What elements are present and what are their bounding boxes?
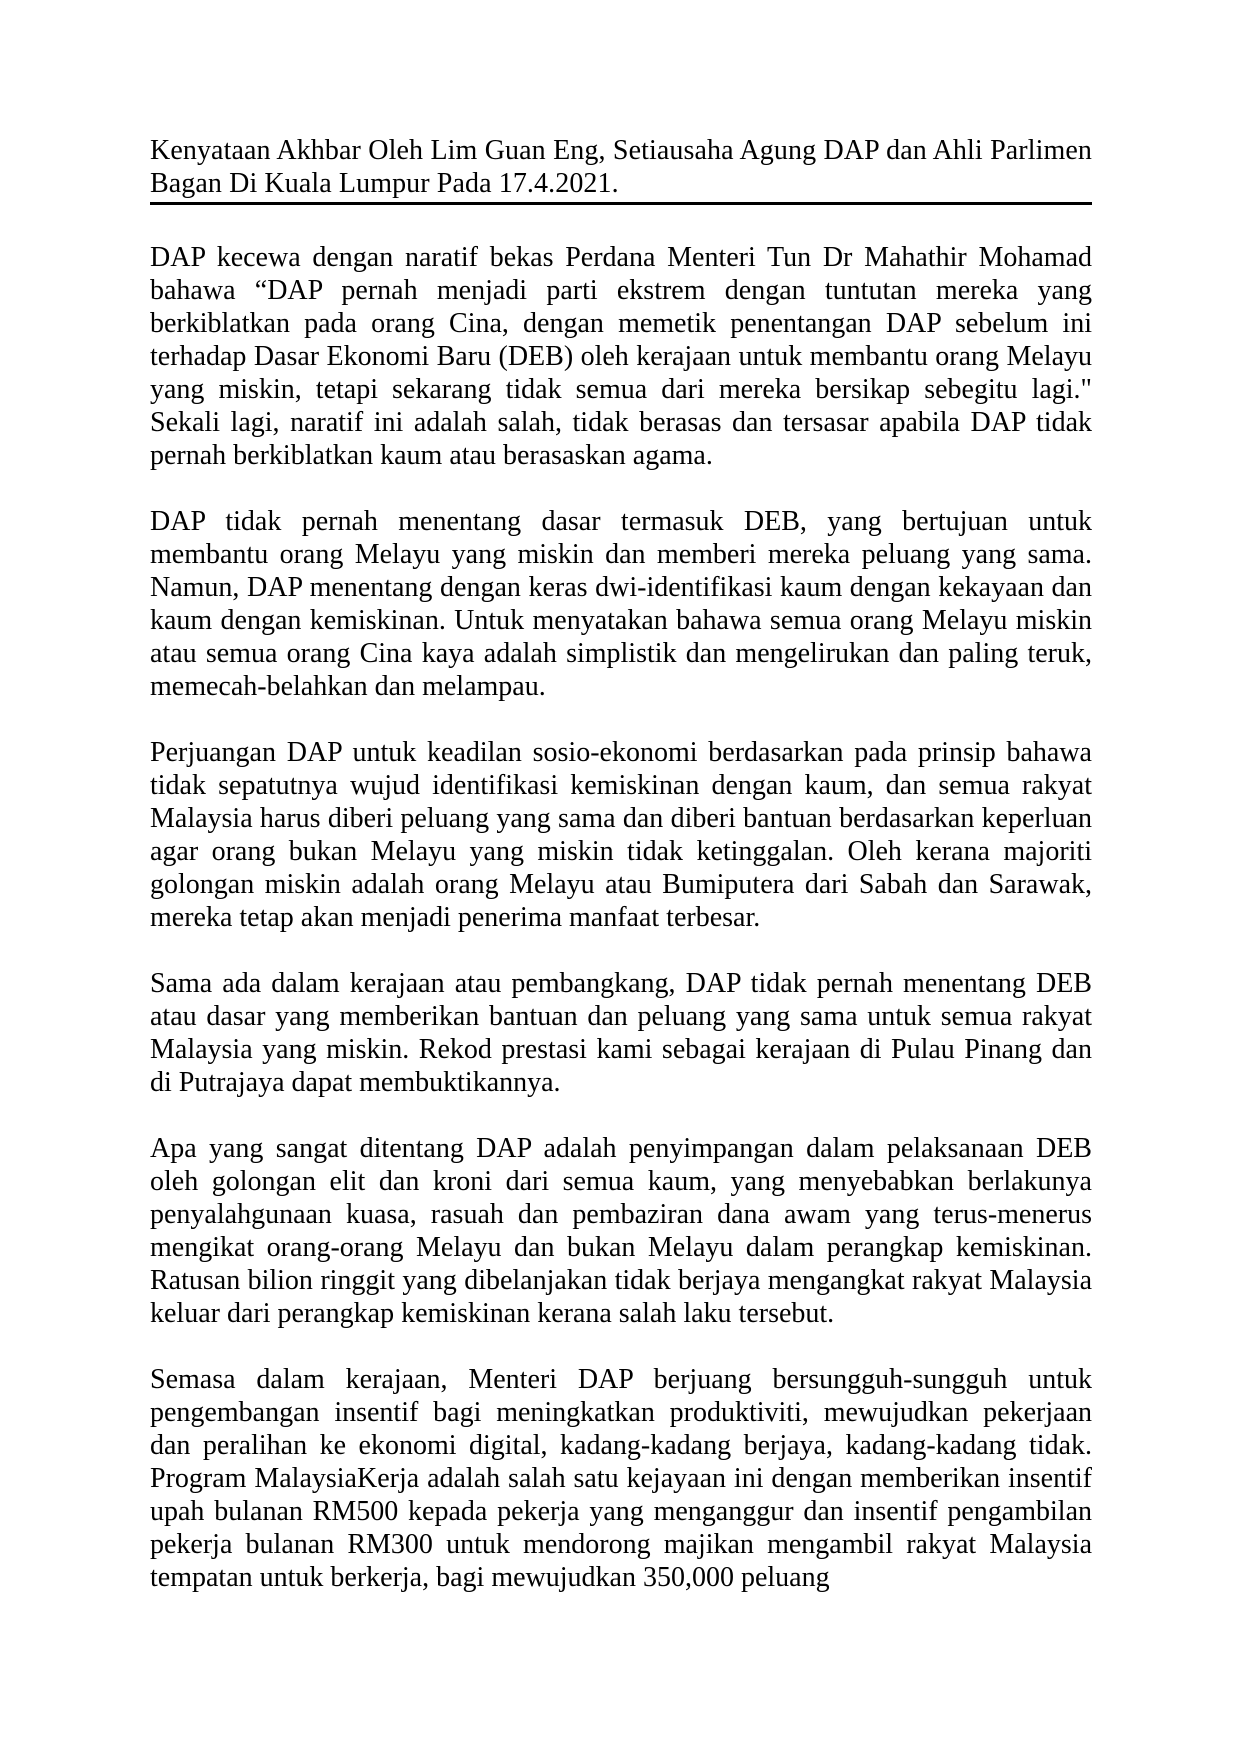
paragraph-2: DAP tidak pernah menentang dasar termasuk DEB, yang bertujuan untuk membantu orang Melayu yang miskin dan memberi mereka peluang yang sama. Namun, DAP menentang dengan keras dwi-identifikasi kaum dengan kekayaan dan kaum dengan kemiskinan. Untuk menyatakan bahawa semua orang Melayu miskin atau semua orang Cina kaya adalah simplistik dan mengelirukan dan paling teruk, memecah-belahkan dan melampau. [150, 506, 1092, 702]
paragraph-1: DAP kecewa dengan naratif bekas Perdana Menteri Tun Dr Mahathir Mohamad bahawa “DAP pernah menjadi parti ekstrem dengan tuntutan mereka yang berkiblatkan pada orang Cina, dengan memetik penentangan DAP sebelum ini terhadap Dasar Ekonomi Baru (DEB) oleh kerajaan untuk membantu orang Melayu yang miskin, tetapi sekarang tidak semua dari mereka bersikap sebegitu lagi." Sekali lagi, naratif ini adalah salah, tidak berasas dan tersasar apabila DAP tidak pernah berkiblatkan kaum atau berasaskan agama. [150, 242, 1092, 471]
paragraph-5: Apa yang sangat ditentang DAP adalah penyimpangan dalam pelaksanaan DEB oleh golongan elit dan kroni dari semua kaum, yang menyebabkan berlakunya penyalahgunaan kuasa, rasuah dan pembaziran dana awam yang terus-menerus mengikat orang-orang Melayu dan bukan Melayu dalam perangkap kemiskinan. Ratusan bilion ringgit yang dibelanjakan tidak berjaya mengangkat rakyat Malaysia keluar dari perangkap kemiskinan kerana salah laku tersebut. [150, 1133, 1092, 1329]
paragraph-6: Semasa dalam kerajaan, Menteri DAP berjuang bersungguh-sungguh untuk pengembangan insentif bagi meningkatkan produktiviti, mewujudkan pekerjaan dan peralihan ke ekonomi digital, kadang-kadang berjaya, kadang-kadang tidak. Program MalaysiaKerja adalah salah satu kejayaan ini dengan memberikan insentif upah bulanan RM500 kepada pekerja yang menganggur dan insentif pengambilan pekerja bulanan RM300 untuk mendorong majikan mengambil rakyat Malaysia tempatan untuk berkerja, bagi mewujudkan 350,000 peluang [150, 1364, 1092, 1593]
press-statement-page [150, 134, 1092, 1594]
paragraph-3: Perjuangan DAP untuk keadilan sosio-ekonomi berdasarkan pada prinsip bahawa tidak sepatutnya wujud identifikasi kemiskinan dengan kaum, dan semua rakyat Malaysia harus diberi peluang yang sama dan diberi bantuan berdasarkan keperluan agar orang bukan Melayu yang miskin tidak ketinggalan. Oleh kerana majoriti golongan miskin adalah orang Melayu atau Bumiputera dari Sabah dan Sarawak, mereka tetap akan menjadi penerima manfaat terbesar. [150, 737, 1092, 933]
statement-title: Kenyataan Akhbar Oleh Lim Guan Eng, Setiausaha Agung DAP dan Ahli Parlimen Bagan Di Kuala Lumpur Pada 17.4.2021. [150, 134, 1092, 205]
paragraph-4: Sama ada dalam kerajaan atau pembangkang, DAP tidak pernah menentang DEB atau dasar yang memberikan bantuan dan peluang yang sama untuk semua rakyat Malaysia yang miskin. Rekod prestasi kami sebagai kerajaan di Pulau Pinang dan di Putrajaya dapat membuktikannya. [150, 968, 1092, 1098]
